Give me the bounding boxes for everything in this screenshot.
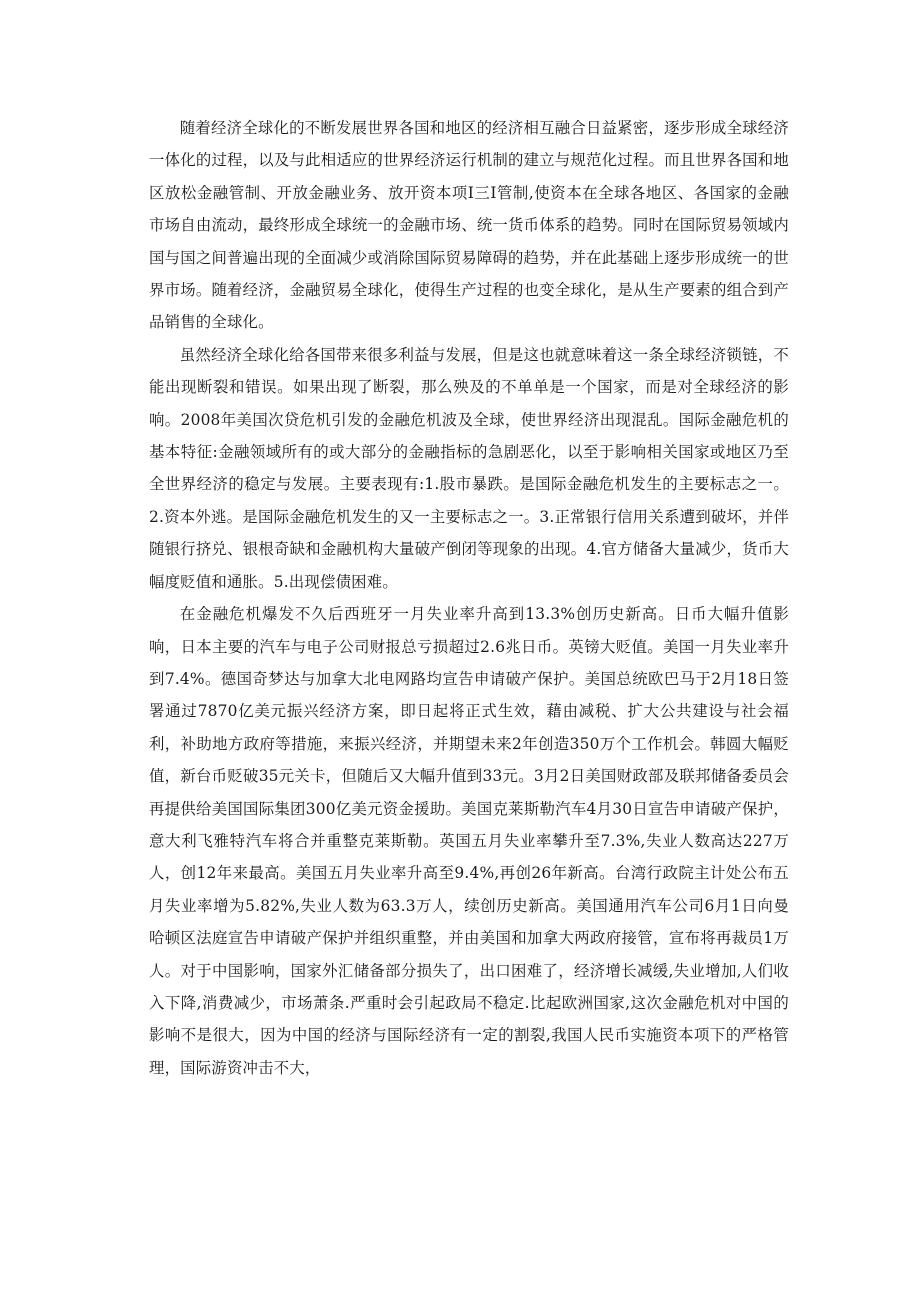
paragraph-globalization: 随着经济全球化的不断发展世界各国和地区的经济相互融合日益紧密，逐步形成全球经济一体化的过程，以及与此相适应的世界经济运行机制的建立与规范化过程。而且世界各国和地区放松金融管制、开放金融业务、放开资本项Ⅰ三Ⅰ管制,使资本在全球各地区、各国家的金融市场自由流动，最终形成全球统一的金融市场、统一货币体系的趋势。同时在国际贸易领域内国与国之间普遍出现的全面减少或消除国际贸易障碍的趋势，并在此基础上逐步形成统一的世界市场。随着经济，金融贸易全球化，使得生产过程的也变全球化，是从生产要素的组合到产品销售的全球化。 xyxy=(149,119,789,332)
paragraph-financial-crisis: 虽然经济全球化给各国带来很多利益与发展，但是这也就意味着这一条全球经济锁链，不能出现断裂和错误。如果出现了断裂，那么殃及的不单单是一个国家，而是对全球经济的影响。2008年美国次贷危机引发的金融危机波及全球，使世界经济出现混乱。国际金融危机的基本特征:金融领域所有的或大部分的金融指标的急剧恶化，以至于影响相关国家或地区乃至全世界经济的稳定与发展。主要表现有:1.股市暴跌。是国际金融危机发生的主要标志之一。2.资本外逃。是国际金融危机发生的又一主要标志之一。3.正常银行信用关系遭到破坏，并伴随银行挤兑、银根奇缺和金融机构大量破产倒闭等现象的出现。4.官方储备大量减少，货币大幅度贬值和通胀。5.出现偿债困难。 xyxy=(149,345,789,591)
document-body xyxy=(149,112,789,1084)
paragraph-crisis-impact: 在金融危机爆发不久后西班牙一月失业率升高到13.3%创历史新高。日币大幅升值影响，日本主要的汽车与电子公司财报总亏损超过2.6兆日币。英镑大贬值。美国一月失业率升到7.4%。德国奇梦达与加拿大北电网路均宣告申请破产保护。美国总统欧巴马于2月18日签署通过7870亿美元振兴经济方案，即日起将正式生效，藉由减税、扩大公共建设与社会福利，补助地方政府等措施，来振兴经济，并期望未来2年创造350万个工作机会。韩圆大幅贬值，新台币贬破35元关卡，但随后又大幅升值到33元。3月2日美国财政部及联邦储备委员会再提供给美国国际集团300亿美元资金援助。美国克莱斯勒汽车4月30日宣告申请破产保护，意大利飞雅特汽车将合并重整克莱斯勒。英国五月失业率攀升至7.3%,失业人数高达227万人，创12年来最高。美国五月失业率升高至9.4%,再创26年新高。台湾行政院主计处公布五月失业率增为5.82%,失业人数为63.3万人，续创历史新高。美国通用汽车公司6月1日向曼哈顿区法庭宣告申请破产保护并组织重整，并由美国和加拿大两政府接管，宣布将再裁员1万人。对于中国影响，国家外汇储备部分损失了，出口困难了，经济增长减缓,失业增加,人们收入下降,消费减少，市场萧条.严重时会引起政局不稳定.比起欧洲国家,这次金融危机对中国的影响不是很大，因为中国的经济与国际经济有一定的割裂,我国人民币实施资本项下的严格管理，国际游资冲击不大， xyxy=(149,605,789,1077)
